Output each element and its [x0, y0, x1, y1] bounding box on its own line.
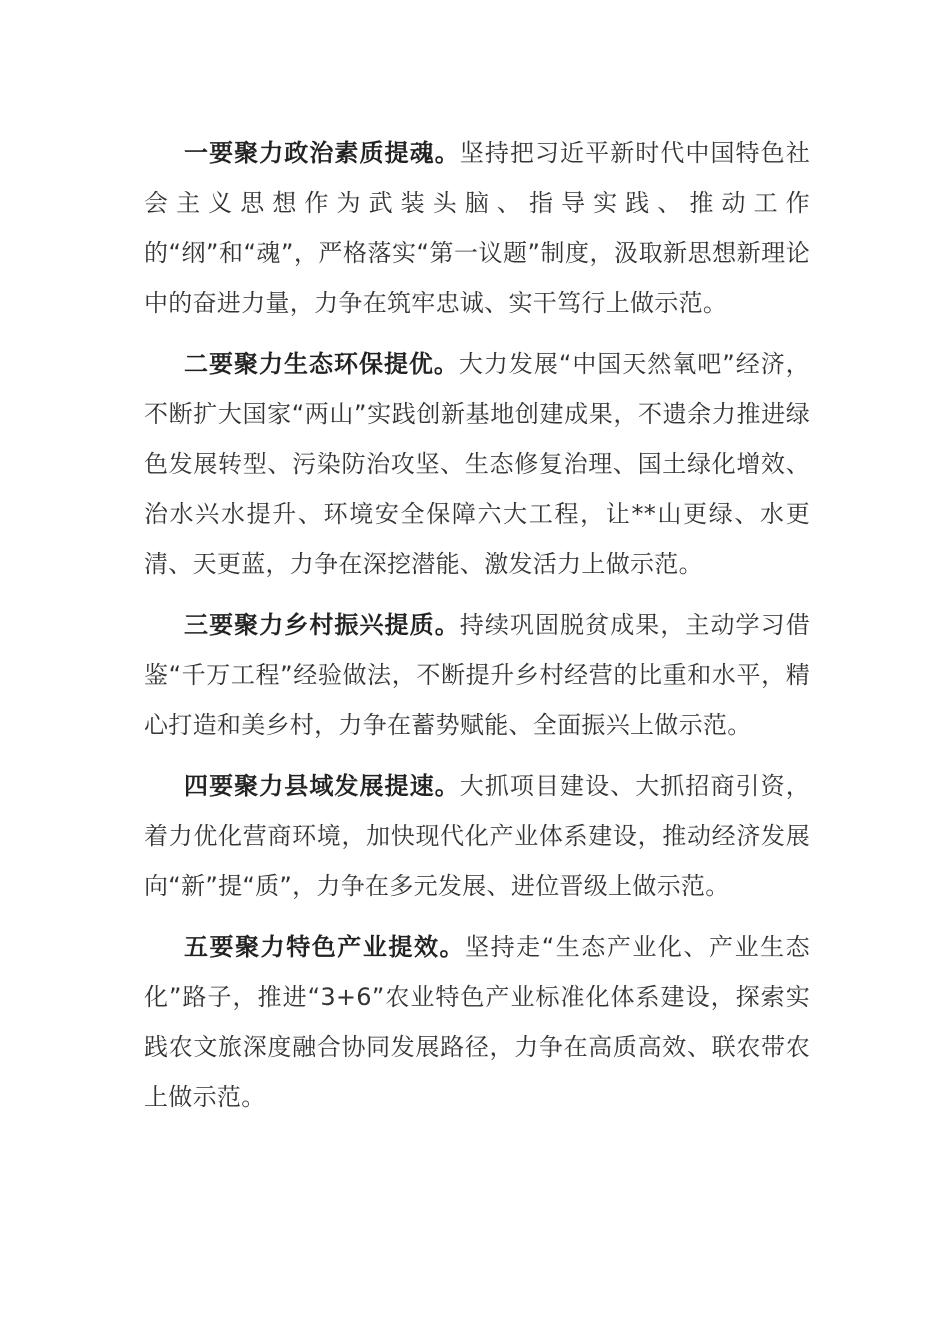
- paragraph-4-text: 大抓项目建设、大抓招商引资，着力优化营商环境，加快现代化产业体系建设，推动经济发展向“新”提“质”，力争在多元发展、进位晋级上做示范。: [144, 772, 810, 900]
- paragraph-2: [144, 339, 810, 589]
- paragraph-1: [144, 128, 810, 328]
- paragraph-1-text: 坚持把习近平新时代中国特色社会主义思想作为武装头脑、指导实践、推动工作的“纲”和“魂”，严格落实“第一议题”制度，汲取新思想新理论中的奋进力量，力争在筑牢忠诚、实干笃行上做示范。: [144, 139, 810, 317]
- paragraph-1-lead: 一要聚力政治素质提魂。: [184, 139, 460, 167]
- paragraph-3-lead: 三要聚力乡村振兴提质。: [184, 611, 460, 639]
- document-body: [144, 128, 810, 1133]
- paragraph-2-text: 大力发展“中国天然氧吧”经济，不断扩大国家“两山”实践创新基地创建成果，不遗余力推进绿色发展转型、污染防治攻坚、生态修复治理、国土绿化增效、治水兴水提升、环境安全保障六大工程，让**山更绿、水更清、天更蓝，力争在深挖潜能、激发活力上做示范。: [144, 350, 810, 578]
- paragraph-4-lead: 四要聚力县域发展提速。: [184, 772, 460, 800]
- paragraph-5-lead: 五要聚力特色产业提效。: [184, 933, 466, 961]
- paragraph-4: [144, 761, 810, 911]
- paragraph-5-text: 坚持走“生态产业化、产业生态化”路子，推进“3+6”农业特色产业标准化体系建设，探索实践农文旅深度融合协同发展路径，力争在高质高效、联农带农上做示范。: [144, 933, 810, 1111]
- paragraph-5: [144, 922, 810, 1122]
- paragraph-2-lead: 二要聚力生态环保提优。: [184, 350, 459, 378]
- paragraph-3: [144, 600, 810, 750]
- paragraph-3-text: 持续巩固脱贫成果，主动学习借鉴“千万工程”经验做法，不断提升乡村经营的比重和水平，精心打造和美乡村，力争在蓄势赋能、全面振兴上做示范。: [144, 611, 810, 739]
